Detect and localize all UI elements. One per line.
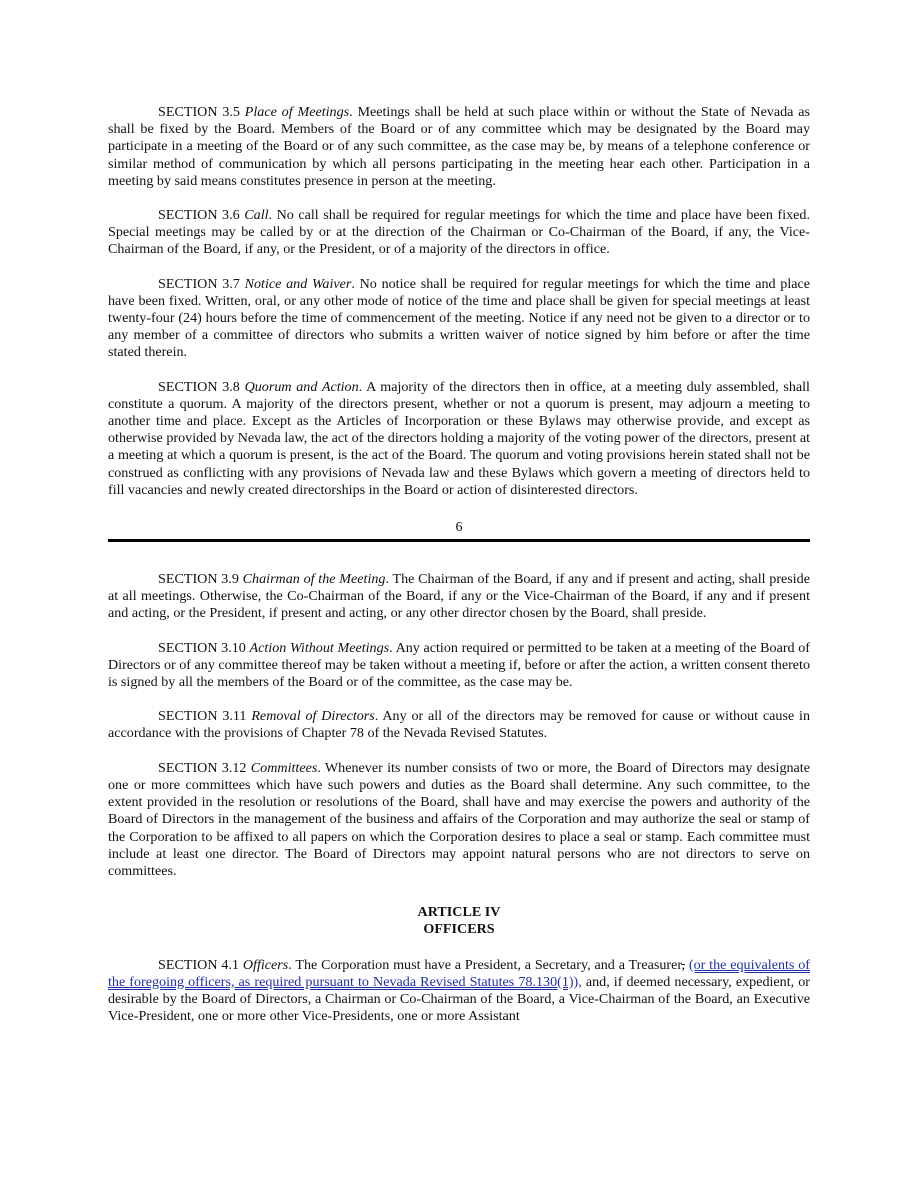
section-title: Action Without Meetings <box>249 639 390 656</box>
section-3-7: SECTION 3.7 Notice and Waiver. No notice shall be required for regular meetings for which the time and place have been fixed. Written, oral, or any other mode of notice of the time and place shall be given for special meetings at least twenty-four (24) hours before the time of commencement of the meeting. Notice if any need not be given to a director or to any member of a committee of directors who submits a written waiver of notice signed by him before or after the time stated therein. <box>108 275 810 361</box>
section-3-5: SECTION 3.5 Place of Meetings. Meetings shall be held at such place within or without the State of Nevada as shall be fixed by the Board. Members of the Board or of any committee which may be designated by the Board may participate in a meeting of the Board or of any such committee, as the case may be, by means of a telephone conference or similar method of communication by which all persons participating in the meeting hear each other. Participation in a meeting by said means constitutes presence in person at the meeting. <box>108 104 810 189</box>
section-title: Notice and Waiver <box>244 275 352 292</box>
section-title: Committees <box>250 759 318 776</box>
section-title: Place of Meetings <box>244 104 350 120</box>
section-title: Call <box>244 207 269 224</box>
section-3-9: SECTION 3.9 Chairman of the Meeting. The Chairman of the Board, if any and if present and acting, shall preside at all meetings. Otherwise, the Co-Chairman of the Board, if any or the Vice-Chairman of the Board, if any and if present and acting, or the President, if present and acting, or any other director chosen by the Board, shall preside. <box>108 571 810 622</box>
section-3-10: SECTION 3.10 Action Without Meetings. Any action required or permitted to be taken at a meeting of the Board of Directors or of any committee thereof may be taken without a meeting if, before or after the action, a written consent thereto is signed by all the members of the Board or of the committee, as the case may be. <box>108 639 810 691</box>
article-heading <box>108 904 810 938</box>
section-title: Quorum and Action <box>244 378 359 395</box>
article-number: ARTICLE IV <box>417 904 501 921</box>
section-title: Officers <box>242 956 289 973</box>
section-3-12: SECTION 3.12 Committees. Whenever its number consists of two or more, the Board of Directors may designate one or more committees which have such powers and duties as the Board shall determine. Any such committee, to the extent provided in the resolution or resolutions of the Board, shall have and may exercise the powers and authority of the Board of Directors in the management of the business and affairs of the Corporation and may authorize the seal or stamp of the Corporation to be affixed to all papers on which the Corporation desires to place a seal or stamp. Each committee must include at least one director. The Board of Directors may appoint natural persons who are not directors to serve on committees. <box>108 759 810 879</box>
section-3-11: SECTION 3.11 Removal of Directors. Any or all of the directors may be removed for cause or without cause in accordance with the provisions of Chapter 78 of the Nevada Revised Statutes. <box>108 708 810 742</box>
deleted-text: , <box>681 956 686 973</box>
document-page <box>108 104 810 1042</box>
section-3-6: SECTION 3.6 Call. No call shall be required for regular meetings for which the time and place have been fixed. Special meetings may be called by or at the direction of the Chairman or Co-Chairman of the Board, if any, the Vice-Chairman of the Board, if any, or the President, or of a majority of the directors in office. <box>108 207 810 258</box>
page-gap <box>108 542 810 571</box>
section-3-8: SECTION 3.8 Quorum and Action. A majority of the directors then in office, at a meeting duly assembled, shall constitute a quorum. A majority of the directors present, whether or not a quorum is present, may adjourn a meeting to another time and place. Except as the Articles of Incorporation or these Bylaws may otherwise provide, and except as otherwise provided by Nevada law, the act of the directors holding a majority of the voting power of the directors, present at a meeting at which a quorum is present, is the act of the Board. The quorum and voting provisions herein stated shall not be construed as conflicting with any provisions of Nevada law and these Bylaws which govern a meeting of directors held to fill vacancies and newly created directorships in the Board or action of disinterested directors. <box>108 378 810 498</box>
section-title: Chairman of the Meeting <box>242 571 386 588</box>
inserted-text: (or the equivalents of the foregoing officers, as required pursuant to Nevada Revised Statutes 78.130(1)), <box>108 956 810 990</box>
page-number: 6 <box>455 520 463 536</box>
section-title: Removal of Directors <box>251 708 375 725</box>
section-4-1: SECTION 4.1 Officers. The Corporation must have a President, a Secretary, and a Treasurer, (or the equivalents of the foregoing officers, as required pursuant to Nevada Revised Statutes 78.130(1)), and, if deemed necessary, expedient, or desirable by the Board of Directors, a Chairman or Co-Chairman of the Board, a Vice-Chairman of the Board, an Executive Vice-President, one or more other Vice-Presidents, one or more Assistant <box>108 956 810 1025</box>
article-title: OFFICERS <box>423 921 495 938</box>
